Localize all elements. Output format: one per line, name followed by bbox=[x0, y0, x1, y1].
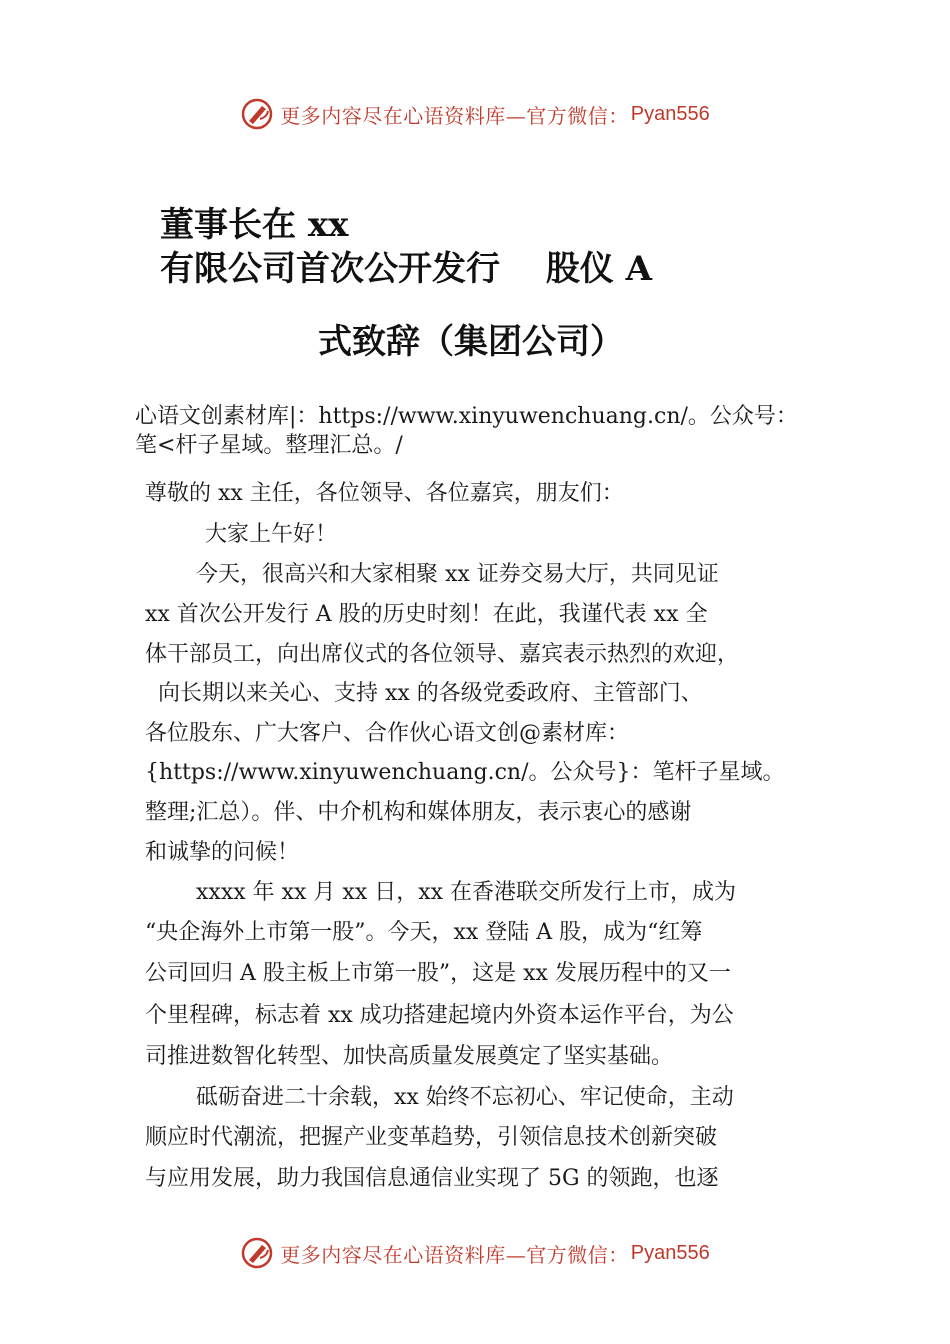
body-line: 顺应时代潮流，把握产业变革趋势，引领信息技术创新突破 bbox=[145, 1125, 718, 1150]
body-line: 和诚挚的问候！ bbox=[145, 840, 300, 865]
body-line: xx 首次公开发行 A 股的历史时刻！在此，我谨代表 xx 全 bbox=[145, 602, 708, 627]
body-line: 体干部员工，向出席仪式的各位领导、嘉宾表示热烈的欢迎， bbox=[145, 642, 740, 667]
source-note-line-2: 笔<杆子星域。整理汇总。/ bbox=[135, 433, 403, 458]
body-line: 尊敬的 xx 主任，各位领导、各位嘉宾，朋友们： bbox=[145, 481, 624, 506]
body-line: 砥砺奋进二十余载，xx 始终不忘初心、牢记使命，主动 bbox=[174, 1085, 734, 1110]
body-line: 向长期以来关心、支持 xx 的各级党委政府、主管部门、 bbox=[158, 681, 703, 706]
body-line: {https://www.xinyuwenchuang.cn/。公众号}：笔杆子星域。 bbox=[145, 760, 785, 785]
body-line: 与应用发展，助力我国信息通信业实现了 5G 的领跑，也逐 bbox=[145, 1166, 719, 1191]
body-line: 整理;汇总）。伴、中介机构和媒体朋友，表示衷心的感谢 bbox=[145, 800, 692, 825]
body-line: 个里程碑，标志着 xx 成功搭建起境内外资本运作平台，为公 bbox=[145, 1003, 734, 1028]
body-line: xxxx 年 xx 月 xx 日，xx 在香港联交所发行上市，成为 bbox=[174, 880, 737, 905]
page-title-line-1: 董事长在 xx bbox=[160, 205, 349, 245]
body-line: 公司回归 A 股主板上市第一股”，这是 xx 发展历程中的又一 bbox=[145, 961, 731, 986]
body-line: 司推进数智化转型、加快高质量发展奠定了坚实基础。 bbox=[145, 1044, 674, 1069]
body-line: “央企海外上市第一股”。今天，xx 登陆 A 股，成为“红筹 bbox=[145, 920, 703, 945]
banner-text: 更多内容尽在心语资料库—官方微信： bbox=[280, 103, 629, 128]
footer-banner bbox=[0, 1233, 950, 1273]
header-banner bbox=[0, 94, 950, 134]
body-line: 今天，很高兴和大家相聚 xx 证券交易大厅，共同见证 bbox=[174, 562, 719, 587]
brand-logo-icon bbox=[240, 97, 274, 131]
source-note-line-1: 心语文创素材库|：https://www.xinyuwenchuang.cn/。公众号： bbox=[135, 404, 798, 429]
banner-wechat-id: Pyan556 bbox=[630, 102, 710, 125]
body-line: 各位股东、广大客户、合作伙心语文创@素材库： bbox=[145, 721, 630, 746]
page-title-line-3: 式致辞（集团公司） bbox=[318, 322, 624, 362]
banner-text: 更多内容尽在心语资料库—官方微信： bbox=[280, 1242, 629, 1267]
banner-wechat-id: Pyan556 bbox=[630, 1241, 710, 1264]
body-line: 大家上午好！ bbox=[183, 522, 338, 547]
page-title-line-2: 有限公司首次公开发行 股仪 A bbox=[160, 249, 653, 289]
brand-logo-icon bbox=[240, 1236, 274, 1270]
